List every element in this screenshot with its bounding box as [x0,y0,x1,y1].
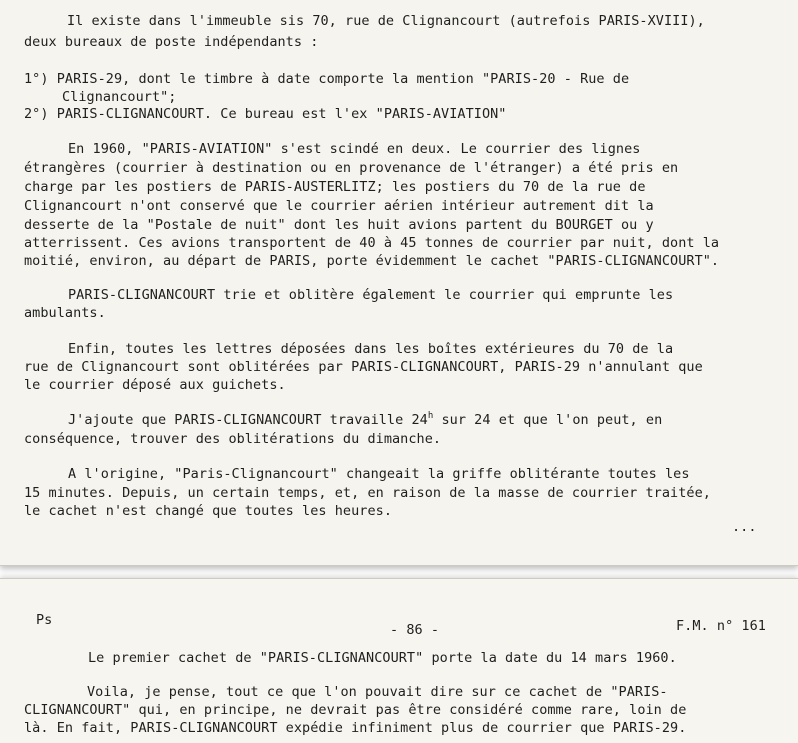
text-run: J'ajoute que PARIS-CLIGNANCOURT travaille 24 [68,412,428,428]
text-line: Clignancourt"; [62,89,177,105]
text-line: CLIGNANCOURT" qui, en principe, ne devrait pas être considéré comme rare, loin de [24,702,687,718]
text-line: En 1960, "PARIS-AVIATION" s'est scindé en deux. Le courrier des lignes [68,141,641,157]
text-line: étrangères (courrier à destination ou en provenance de l'étranger) a été pris en [24,160,679,176]
text-line: Clignancourt n'ont conservé que le courrier aérien intérieur autrement dit la [24,198,654,214]
text-line: Le premier cachet de "PARIS-CLIGNANCOURT" porte la date du 14 mars 1960. [88,650,677,666]
text-line: A l'origine, "Paris-Clignancourt" changeait la griffe oblitérante toutes les [68,466,690,482]
text-line [68,411,662,432]
text-line: Voila, je pense, tout ce que l'on pouvait dire sur ce cachet de "PARIS- [87,684,668,700]
text-line: Enfin, toutes les lettres déposées dans les boîtes extérieures du 70 de la [68,341,674,357]
list-item-1: 1°) PARIS-29, dont le timbre à date comporte la mention "PARIS-20 - Rue de [24,71,630,87]
text-line: le cachet n'est changé que toutes les heures. [24,503,392,519]
text-line: moitié, environ, au départ de PARIS, porte évidemment le cachet "PARIS-CLIGNANCOURT". [24,253,720,269]
text-line: atterrissent. Ces avions transportent de 40 à 45 tonnes de courrier par nuit, dont la [24,235,720,251]
continuation-mark: ... [732,519,757,535]
text-run: sur 24 et que l'on peut, en [433,412,663,428]
text-line: là. En fait, PARIS-CLIGNANCOURT expédie infiniment plus de courrier que PARIS-29. [24,720,687,736]
text-line: PARIS-CLIGNANCOURT trie et oblitère également le courrier qui emprunte les [68,287,674,303]
list-item-2: 2°) PARIS-CLIGNANCOURT. Ce bureau est l'ex "PARIS-AVIATION" [24,106,507,122]
text-line: deux bureaux de poste indépendants : [24,34,319,50]
page-number: - 86 - [390,622,440,638]
text-line: rue de Clignancourt sont oblitérées par PARIS-CLIGNANCOURT, PARIS-29 n'annulant que [24,359,703,375]
header-left: Ps [36,612,53,628]
header-right: F.M. n° 161 [676,618,766,634]
text-line: 15 minutes. Depuis, un certain temps, et, en raison de la masse de courrier traitée, [24,485,711,501]
text-line: conséquence, trouver des oblitérations du dimanche. [24,431,442,447]
text-line: charge par les postiers de PARIS-AUSTERLITZ; les postiers du 70 de la rue de [24,179,646,195]
document-page-bottom [0,578,798,743]
text-line: desserte de la "Postale de nuit" dont les huit avions partent du BOURGET ou y [24,217,654,233]
text-line: le courrier déposé aux guichets. [24,377,286,393]
text-line: ambulants. [24,305,106,321]
superscript: h [427,411,434,421]
text-line: Il existe dans l'immeuble sis 70, rue de Clignancourt (autrefois PARIS-XVIII), [67,13,705,29]
